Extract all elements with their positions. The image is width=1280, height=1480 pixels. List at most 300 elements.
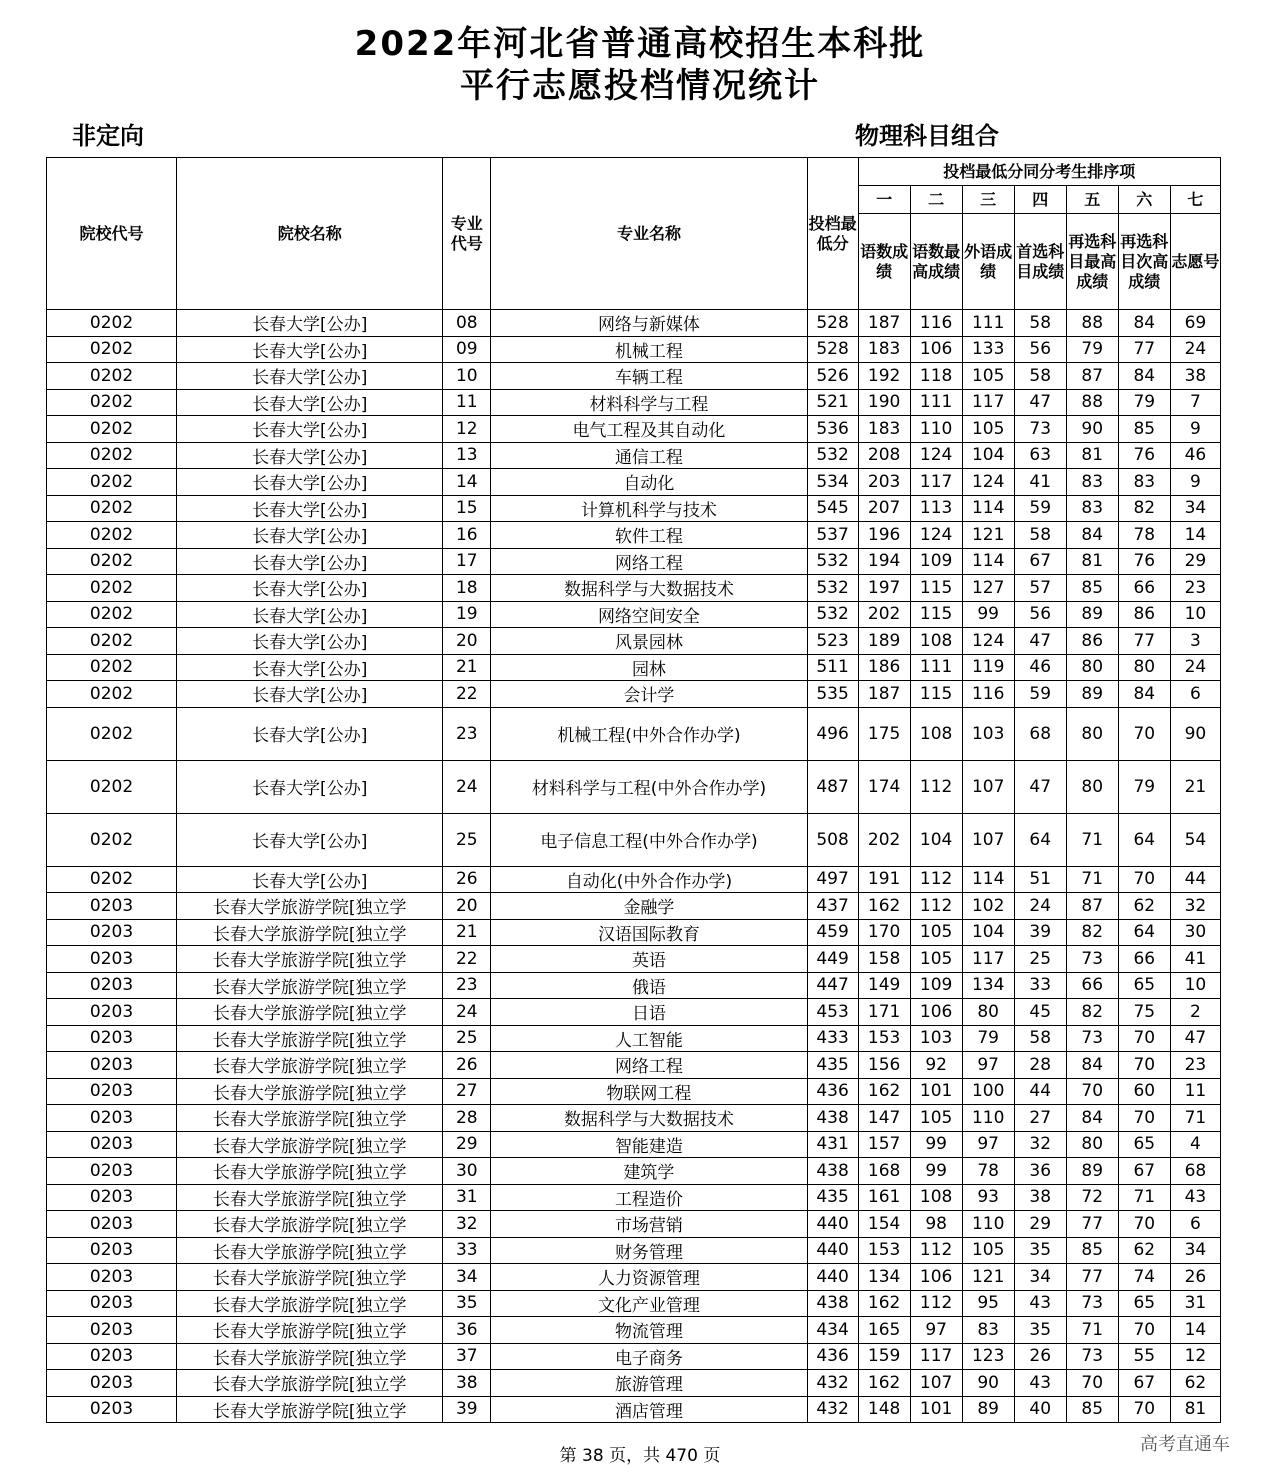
cell-major-code: 12 bbox=[443, 416, 491, 443]
cell-second-subject-next: 85 bbox=[1118, 416, 1170, 443]
cell-foreign-language: 117 bbox=[962, 389, 1014, 416]
cell-chinese-math-max: 101 bbox=[910, 1078, 962, 1105]
cell-first-subject: 43 bbox=[1014, 1290, 1066, 1317]
cell-major-code: 08 bbox=[443, 310, 491, 337]
cell-second-subject-next: 76 bbox=[1118, 548, 1170, 575]
cell-preference-no: 71 bbox=[1170, 1105, 1220, 1132]
cell-first-subject: 47 bbox=[1014, 389, 1066, 416]
cell-school-code: 0203 bbox=[47, 1105, 177, 1132]
cell-second-subject-max: 90 bbox=[1066, 416, 1118, 443]
cell-foreign-language: 110 bbox=[962, 1211, 1014, 1238]
cell-foreign-language: 95 bbox=[962, 1290, 1014, 1317]
cell-min-score: 453 bbox=[807, 999, 858, 1026]
cell-second-subject-next: 77 bbox=[1118, 628, 1170, 655]
cell-preference-no: 26 bbox=[1170, 1264, 1220, 1291]
cell-major-name: 园林 bbox=[491, 654, 807, 681]
cell-preference-no: 3 bbox=[1170, 628, 1220, 655]
cell-school-name: 长春大学旅游学院[独立学 bbox=[177, 919, 443, 946]
cell-school-code: 0202 bbox=[47, 363, 177, 390]
cell-major-name: 网络工程 bbox=[491, 548, 807, 575]
cell-second-subject-max: 79 bbox=[1066, 336, 1118, 363]
cell-foreign-language: 107 bbox=[962, 813, 1014, 866]
cell-school-code: 0203 bbox=[47, 919, 177, 946]
cell-major-name: 材料科学与工程 bbox=[491, 389, 807, 416]
cell-school-code: 0203 bbox=[47, 1131, 177, 1158]
cell-min-score: 532 bbox=[807, 575, 858, 602]
cell-second-subject-max: 88 bbox=[1066, 310, 1118, 337]
cell-first-subject: 36 bbox=[1014, 1158, 1066, 1185]
header-rank: 一 bbox=[858, 186, 910, 214]
cell-second-subject-next: 62 bbox=[1118, 893, 1170, 920]
cell-second-subject-next: 62 bbox=[1118, 1237, 1170, 1264]
cell-major-code: 21 bbox=[443, 919, 491, 946]
cell-second-subject-next: 70 bbox=[1118, 1317, 1170, 1344]
table-row bbox=[47, 1184, 1221, 1211]
cell-min-score: 447 bbox=[807, 972, 858, 999]
cell-major-name: 汉语国际教育 bbox=[491, 919, 807, 946]
cell-first-subject: 57 bbox=[1014, 575, 1066, 602]
cell-school-code: 0202 bbox=[47, 310, 177, 337]
cell-second-subject-max: 89 bbox=[1066, 681, 1118, 708]
cell-first-subject: 59 bbox=[1014, 681, 1066, 708]
cell-min-score: 497 bbox=[807, 866, 858, 893]
cell-preference-no: 81 bbox=[1170, 1396, 1220, 1423]
cell-school-code: 0203 bbox=[47, 1184, 177, 1211]
cell-foreign-language: 93 bbox=[962, 1184, 1014, 1211]
cell-chinese-math-max: 106 bbox=[910, 336, 962, 363]
cell-chinese-math: 153 bbox=[858, 1237, 910, 1264]
cell-foreign-language: 105 bbox=[962, 1237, 1014, 1264]
cell-school-code: 0203 bbox=[47, 1158, 177, 1185]
cell-major-code: 15 bbox=[443, 495, 491, 522]
cell-preference-no: 46 bbox=[1170, 442, 1220, 469]
cell-major-code: 17 bbox=[443, 548, 491, 575]
cell-school-code: 0203 bbox=[47, 1078, 177, 1105]
cell-foreign-language: 134 bbox=[962, 972, 1014, 999]
cell-preference-no: 9 bbox=[1170, 469, 1220, 496]
cell-chinese-math-max: 103 bbox=[910, 1025, 962, 1052]
cell-foreign-language: 114 bbox=[962, 548, 1014, 575]
cell-foreign-language: 80 bbox=[962, 999, 1014, 1026]
header-rank: 五 bbox=[1066, 186, 1118, 214]
table-row bbox=[47, 469, 1221, 496]
header-sub: 首选科目成绩 bbox=[1014, 214, 1066, 310]
cell-school-name: 长春大学旅游学院[独立学 bbox=[177, 1184, 443, 1211]
cell-school-name: 长春大学旅游学院[独立学 bbox=[177, 999, 443, 1026]
cell-school-name: 长春大学[公办] bbox=[177, 363, 443, 390]
cell-major-name: 电气工程及其自动化 bbox=[491, 416, 807, 443]
cell-chinese-math-max: 111 bbox=[910, 654, 962, 681]
admission-table bbox=[46, 157, 1221, 1423]
table-row bbox=[47, 1158, 1221, 1185]
header-sub: 语数最高成绩 bbox=[910, 214, 962, 310]
cell-second-subject-next: 84 bbox=[1118, 681, 1170, 708]
cell-preference-no: 90 bbox=[1170, 707, 1220, 760]
cell-chinese-math-max: 98 bbox=[910, 1211, 962, 1238]
cell-second-subject-max: 82 bbox=[1066, 999, 1118, 1026]
cell-major-code: 21 bbox=[443, 654, 491, 681]
cell-major-code: 10 bbox=[443, 363, 491, 390]
cell-second-subject-next: 74 bbox=[1118, 1264, 1170, 1291]
cell-chinese-math: 186 bbox=[858, 654, 910, 681]
table-row bbox=[47, 416, 1221, 443]
table-row bbox=[47, 1370, 1221, 1397]
cell-first-subject: 73 bbox=[1014, 416, 1066, 443]
table-row bbox=[47, 548, 1221, 575]
cell-first-subject: 67 bbox=[1014, 548, 1066, 575]
cell-chinese-math-max: 92 bbox=[910, 1052, 962, 1079]
cell-chinese-math: 158 bbox=[858, 946, 910, 973]
cell-major-name: 财务管理 bbox=[491, 1237, 807, 1264]
cell-chinese-math-max: 108 bbox=[910, 628, 962, 655]
cell-preference-no: 21 bbox=[1170, 760, 1220, 813]
cell-major-code: 35 bbox=[443, 1290, 491, 1317]
cell-second-subject-next: 84 bbox=[1118, 363, 1170, 390]
cell-preference-no: 6 bbox=[1170, 1211, 1220, 1238]
cell-second-subject-max: 80 bbox=[1066, 707, 1118, 760]
header-sub: 语数成绩 bbox=[858, 214, 910, 310]
cell-second-subject-max: 83 bbox=[1066, 495, 1118, 522]
cell-second-subject-next: 84 bbox=[1118, 310, 1170, 337]
cell-chinese-math-max: 101 bbox=[910, 1396, 962, 1423]
cell-school-code: 0202 bbox=[47, 866, 177, 893]
cell-first-subject: 28 bbox=[1014, 1052, 1066, 1079]
header-sub: 再选科目次高成绩 bbox=[1118, 214, 1170, 310]
cell-major-code: 19 bbox=[443, 601, 491, 628]
cell-min-score: 508 bbox=[807, 813, 858, 866]
cell-foreign-language: 90 bbox=[962, 1370, 1014, 1397]
cell-major-name: 网络与新媒体 bbox=[491, 310, 807, 337]
cell-first-subject: 40 bbox=[1014, 1396, 1066, 1423]
cell-second-subject-max: 82 bbox=[1066, 919, 1118, 946]
cell-major-name: 会计学 bbox=[491, 681, 807, 708]
cell-major-name: 车辆工程 bbox=[491, 363, 807, 390]
cell-foreign-language: 104 bbox=[962, 442, 1014, 469]
table-row bbox=[47, 1343, 1221, 1370]
cell-major-name: 数据科学与大数据技术 bbox=[491, 575, 807, 602]
cell-min-score: 459 bbox=[807, 919, 858, 946]
table-row bbox=[47, 946, 1221, 973]
cell-second-subject-next: 70 bbox=[1118, 1052, 1170, 1079]
header-rank: 七 bbox=[1170, 186, 1220, 214]
cell-second-subject-next: 82 bbox=[1118, 495, 1170, 522]
table-row bbox=[47, 866, 1221, 893]
cell-second-subject-max: 87 bbox=[1066, 363, 1118, 390]
cell-preference-no: 24 bbox=[1170, 654, 1220, 681]
cell-chinese-math: 187 bbox=[858, 310, 910, 337]
cell-second-subject-max: 66 bbox=[1066, 972, 1118, 999]
cell-major-name: 机械工程 bbox=[491, 336, 807, 363]
cell-major-code: 22 bbox=[443, 946, 491, 973]
table-row bbox=[47, 972, 1221, 999]
cell-preference-no: 41 bbox=[1170, 946, 1220, 973]
header-rank: 三 bbox=[962, 186, 1014, 214]
cell-min-score: 449 bbox=[807, 946, 858, 973]
cell-school-name: 长春大学旅游学院[独立学 bbox=[177, 1131, 443, 1158]
cell-chinese-math: 162 bbox=[858, 1078, 910, 1105]
cell-major-name: 机械工程(中外合作办学) bbox=[491, 707, 807, 760]
cell-second-subject-max: 81 bbox=[1066, 442, 1118, 469]
cell-second-subject-max: 72 bbox=[1066, 1184, 1118, 1211]
cell-first-subject: 46 bbox=[1014, 654, 1066, 681]
cell-second-subject-max: 89 bbox=[1066, 601, 1118, 628]
cell-chinese-math-max: 112 bbox=[910, 1237, 962, 1264]
cell-foreign-language: 133 bbox=[962, 336, 1014, 363]
cell-min-score: 436 bbox=[807, 1343, 858, 1370]
cell-school-name: 长春大学旅游学院[独立学 bbox=[177, 1078, 443, 1105]
cell-school-code: 0203 bbox=[47, 972, 177, 999]
cell-major-code: 09 bbox=[443, 336, 491, 363]
cell-first-subject: 27 bbox=[1014, 1105, 1066, 1132]
cell-preference-no: 29 bbox=[1170, 548, 1220, 575]
cell-chinese-math-max: 105 bbox=[910, 919, 962, 946]
cell-chinese-math: 168 bbox=[858, 1158, 910, 1185]
cell-min-score: 438 bbox=[807, 1105, 858, 1132]
cell-major-name: 数据科学与大数据技术 bbox=[491, 1105, 807, 1132]
cell-foreign-language: 100 bbox=[962, 1078, 1014, 1105]
cell-preference-no: 44 bbox=[1170, 866, 1220, 893]
cell-min-score: 436 bbox=[807, 1078, 858, 1105]
cell-major-code: 20 bbox=[443, 893, 491, 920]
cell-second-subject-next: 75 bbox=[1118, 999, 1170, 1026]
cell-chinese-math: 203 bbox=[858, 469, 910, 496]
cell-major-code: 36 bbox=[443, 1317, 491, 1344]
cell-first-subject: 43 bbox=[1014, 1370, 1066, 1397]
cell-school-code: 0202 bbox=[47, 601, 177, 628]
cell-chinese-math: 161 bbox=[858, 1184, 910, 1211]
cell-major-name: 物联网工程 bbox=[491, 1078, 807, 1105]
cell-school-name: 长春大学[公办] bbox=[177, 416, 443, 443]
cell-major-name: 自动化(中外合作办学) bbox=[491, 866, 807, 893]
cell-chinese-math-max: 106 bbox=[910, 999, 962, 1026]
cell-min-score: 511 bbox=[807, 654, 858, 681]
table-row bbox=[47, 999, 1221, 1026]
cell-major-code: 32 bbox=[443, 1211, 491, 1238]
cell-first-subject: 35 bbox=[1014, 1237, 1066, 1264]
cell-school-code: 0202 bbox=[47, 336, 177, 363]
cell-second-subject-max: 84 bbox=[1066, 522, 1118, 549]
cell-preference-no: 6 bbox=[1170, 681, 1220, 708]
cell-first-subject: 58 bbox=[1014, 310, 1066, 337]
cell-school-code: 0203 bbox=[47, 946, 177, 973]
cell-school-code: 0203 bbox=[47, 1052, 177, 1079]
cell-major-name: 电子信息工程(中外合作办学) bbox=[491, 813, 807, 866]
table-body bbox=[47, 310, 1221, 1423]
cell-foreign-language: 89 bbox=[962, 1396, 1014, 1423]
cell-school-name: 长春大学[公办] bbox=[177, 628, 443, 655]
cell-school-code: 0202 bbox=[47, 628, 177, 655]
cell-school-name: 长春大学旅游学院[独立学 bbox=[177, 1025, 443, 1052]
cell-second-subject-next: 65 bbox=[1118, 1290, 1170, 1317]
cell-major-code: 25 bbox=[443, 813, 491, 866]
cell-school-name: 长春大学[公办] bbox=[177, 866, 443, 893]
cell-chinese-math: 183 bbox=[858, 336, 910, 363]
cell-min-score: 440 bbox=[807, 1211, 858, 1238]
cell-major-name: 人力资源管理 bbox=[491, 1264, 807, 1291]
cell-min-score: 487 bbox=[807, 760, 858, 813]
cell-school-code: 0202 bbox=[47, 760, 177, 813]
cell-school-name: 长春大学[公办] bbox=[177, 813, 443, 866]
cell-major-code: 20 bbox=[443, 628, 491, 655]
cell-first-subject: 68 bbox=[1014, 707, 1066, 760]
cell-chinese-math-max: 109 bbox=[910, 972, 962, 999]
cell-min-score: 532 bbox=[807, 442, 858, 469]
cell-preference-no: 2 bbox=[1170, 999, 1220, 1026]
cell-preference-no: 9 bbox=[1170, 416, 1220, 443]
cell-min-score: 532 bbox=[807, 601, 858, 628]
cell-chinese-math-max: 111 bbox=[910, 389, 962, 416]
cell-chinese-math: 147 bbox=[858, 1105, 910, 1132]
cell-first-subject: 32 bbox=[1014, 1131, 1066, 1158]
cell-chinese-math-max: 99 bbox=[910, 1131, 962, 1158]
cell-min-score: 438 bbox=[807, 1290, 858, 1317]
cell-foreign-language: 123 bbox=[962, 1343, 1014, 1370]
cell-first-subject: 41 bbox=[1014, 469, 1066, 496]
cell-school-code: 0202 bbox=[47, 681, 177, 708]
cell-major-name: 风景园林 bbox=[491, 628, 807, 655]
cell-min-score: 528 bbox=[807, 310, 858, 337]
cell-second-subject-next: 64 bbox=[1118, 813, 1170, 866]
cell-foreign-language: 105 bbox=[962, 363, 1014, 390]
cell-major-name: 市场营销 bbox=[491, 1211, 807, 1238]
header-rank: 六 bbox=[1118, 186, 1170, 214]
cell-school-name: 长春大学旅游学院[独立学 bbox=[177, 893, 443, 920]
cell-school-code: 0202 bbox=[47, 522, 177, 549]
cell-major-name: 物流管理 bbox=[491, 1317, 807, 1344]
cell-major-code: 13 bbox=[443, 442, 491, 469]
cell-school-code: 0202 bbox=[47, 442, 177, 469]
cell-second-subject-next: 80 bbox=[1118, 654, 1170, 681]
table-row bbox=[47, 1237, 1221, 1264]
cell-second-subject-next: 70 bbox=[1118, 866, 1170, 893]
cell-chinese-math: 162 bbox=[858, 1290, 910, 1317]
cell-major-code: 14 bbox=[443, 469, 491, 496]
cell-foreign-language: 114 bbox=[962, 866, 1014, 893]
cell-school-code: 0203 bbox=[47, 1370, 177, 1397]
cell-major-name: 电子商务 bbox=[491, 1343, 807, 1370]
cell-chinese-math-max: 117 bbox=[910, 469, 962, 496]
cell-school-name: 长春大学[公办] bbox=[177, 575, 443, 602]
cell-second-subject-max: 77 bbox=[1066, 1264, 1118, 1291]
cell-foreign-language: 121 bbox=[962, 522, 1014, 549]
cell-second-subject-next: 66 bbox=[1118, 946, 1170, 973]
cell-school-name: 长春大学旅游学院[独立学 bbox=[177, 1290, 443, 1317]
cell-second-subject-max: 85 bbox=[1066, 1396, 1118, 1423]
cell-chinese-math-max: 97 bbox=[910, 1317, 962, 1344]
table-row bbox=[47, 760, 1221, 813]
cell-min-score: 537 bbox=[807, 522, 858, 549]
cell-second-subject-next: 78 bbox=[1118, 522, 1170, 549]
cell-second-subject-max: 87 bbox=[1066, 893, 1118, 920]
cell-school-name: 长春大学[公办] bbox=[177, 442, 443, 469]
cell-second-subject-next: 70 bbox=[1118, 707, 1170, 760]
cell-major-name: 通信工程 bbox=[491, 442, 807, 469]
table-row bbox=[47, 601, 1221, 628]
header-sub: 再选科目最高成绩 bbox=[1066, 214, 1118, 310]
cell-min-score: 431 bbox=[807, 1131, 858, 1158]
cell-second-subject-next: 67 bbox=[1118, 1158, 1170, 1185]
cell-second-subject-max: 70 bbox=[1066, 1078, 1118, 1105]
cell-preference-no: 69 bbox=[1170, 310, 1220, 337]
cell-school-name: 长春大学[公办] bbox=[177, 495, 443, 522]
table-row bbox=[47, 1290, 1221, 1317]
cell-chinese-math: 174 bbox=[858, 760, 910, 813]
cell-min-score: 435 bbox=[807, 1052, 858, 1079]
cell-chinese-math-max: 124 bbox=[910, 442, 962, 469]
cell-chinese-math: 202 bbox=[858, 813, 910, 866]
cell-second-subject-max: 70 bbox=[1066, 1370, 1118, 1397]
header-major-code: 专业代号 bbox=[443, 158, 491, 310]
cell-second-subject-next: 71 bbox=[1118, 1184, 1170, 1211]
header-sub: 外语成绩 bbox=[962, 214, 1014, 310]
cell-chinese-math: 194 bbox=[858, 548, 910, 575]
cell-chinese-math: 157 bbox=[858, 1131, 910, 1158]
cell-chinese-math-max: 115 bbox=[910, 601, 962, 628]
cell-chinese-math-max: 115 bbox=[910, 575, 962, 602]
cell-chinese-math: 187 bbox=[858, 681, 910, 708]
cell-first-subject: 47 bbox=[1014, 760, 1066, 813]
cell-preference-no: 7 bbox=[1170, 389, 1220, 416]
cell-school-code: 0203 bbox=[47, 1237, 177, 1264]
cell-second-subject-next: 66 bbox=[1118, 575, 1170, 602]
cell-min-score: 536 bbox=[807, 416, 858, 443]
cell-chinese-math-max: 107 bbox=[910, 1370, 962, 1397]
cell-second-subject-max: 84 bbox=[1066, 1052, 1118, 1079]
cell-second-subject-max: 73 bbox=[1066, 1025, 1118, 1052]
cell-first-subject: 34 bbox=[1014, 1264, 1066, 1291]
cell-second-subject-max: 80 bbox=[1066, 760, 1118, 813]
cell-second-subject-max: 85 bbox=[1066, 575, 1118, 602]
cell-first-subject: 56 bbox=[1014, 336, 1066, 363]
cell-chinese-math-max: 109 bbox=[910, 548, 962, 575]
cell-second-subject-next: 65 bbox=[1118, 972, 1170, 999]
cell-school-name: 长春大学旅游学院[独立学 bbox=[177, 1211, 443, 1238]
page-number: 第 38 页，共 470 页 bbox=[559, 1446, 721, 1466]
cell-second-subject-next: 86 bbox=[1118, 601, 1170, 628]
cell-major-code: 34 bbox=[443, 1264, 491, 1291]
cell-chinese-math-max: 104 bbox=[910, 813, 962, 866]
cell-school-code: 0203 bbox=[47, 1396, 177, 1423]
cell-school-code: 0203 bbox=[47, 999, 177, 1026]
cell-second-subject-max: 85 bbox=[1066, 1237, 1118, 1264]
cell-chinese-math-max: 116 bbox=[910, 310, 962, 337]
table-row bbox=[47, 1131, 1221, 1158]
table-row bbox=[47, 1317, 1221, 1344]
cell-major-code: 23 bbox=[443, 707, 491, 760]
cell-preference-no: 10 bbox=[1170, 601, 1220, 628]
cell-preference-no: 68 bbox=[1170, 1158, 1220, 1185]
table-row bbox=[47, 1025, 1221, 1052]
cell-foreign-language: 114 bbox=[962, 495, 1014, 522]
cell-major-code: 11 bbox=[443, 389, 491, 416]
cell-chinese-math-max: 112 bbox=[910, 1290, 962, 1317]
cell-chinese-math: 159 bbox=[858, 1343, 910, 1370]
cell-first-subject: 58 bbox=[1014, 363, 1066, 390]
cell-foreign-language: 83 bbox=[962, 1317, 1014, 1344]
cell-foreign-language: 97 bbox=[962, 1052, 1014, 1079]
cell-preference-no: 31 bbox=[1170, 1290, 1220, 1317]
cell-min-score: 526 bbox=[807, 363, 858, 390]
cell-first-subject: 33 bbox=[1014, 972, 1066, 999]
cell-foreign-language: 78 bbox=[962, 1158, 1014, 1185]
cell-first-subject: 38 bbox=[1014, 1184, 1066, 1211]
cell-first-subject: 59 bbox=[1014, 495, 1066, 522]
cell-second-subject-max: 71 bbox=[1066, 866, 1118, 893]
cell-min-score: 434 bbox=[807, 1317, 858, 1344]
cell-second-subject-next: 79 bbox=[1118, 760, 1170, 813]
cell-major-name: 英语 bbox=[491, 946, 807, 973]
cell-second-subject-max: 80 bbox=[1066, 654, 1118, 681]
